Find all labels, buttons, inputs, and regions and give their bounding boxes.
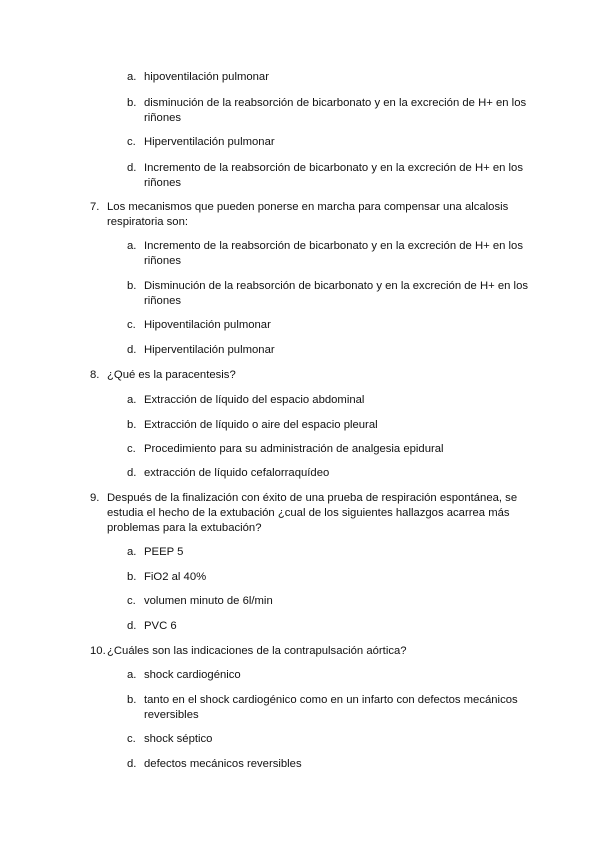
option-text: shock séptico (144, 733, 213, 745)
option-text: Incremento de la reabsorción de bicarbonato y en la excreción de H+ en los (144, 240, 523, 252)
option-letter: c. (127, 443, 136, 455)
option-letter: c. (127, 319, 136, 331)
option-text: hipoventilación pulmonar (144, 71, 269, 83)
question-text: ¿Cuáles son las indicaciones de la contrapulsación aórtica? (107, 645, 407, 657)
option-letter: b. (127, 419, 137, 431)
option-letter: d. (127, 162, 137, 174)
option-letter: d. (127, 758, 137, 770)
option-text: riñones (144, 295, 182, 307)
option-text: Hiperventilación pulmonar (144, 136, 275, 148)
option-text: Incremento de la reabsorción de bicarbonato y en la excreción de H+ en los (144, 162, 523, 174)
option-text: FiO2 al 40% (144, 571, 207, 583)
option-text: Extracción de líquido o aire del espacio pleural (144, 419, 378, 431)
option-text: Disminución de la reabsorción de bicarbonato y en la excreción de H+ en los (144, 280, 529, 292)
question-number: 10. (90, 645, 106, 657)
option-text: defectos mecánicos reversibles (144, 758, 302, 770)
option-text: Hipoventilación pulmonar (144, 319, 271, 331)
question-text: estudia el hecho de la extubación ¿cual de los siguientes hallazgos acarrea más (107, 507, 510, 519)
option-text: extracción de líquido cefalorraquídeo (144, 467, 330, 479)
question-text: Después de la finalización con éxito de una prueba de respiración espontánea, se (107, 492, 518, 504)
option-letter: a. (127, 394, 137, 406)
option-letter: a. (127, 71, 137, 83)
option-text: tanto en el shock cardiogénico como en un infarto con defectos mecánicos (144, 694, 518, 706)
option-letter: b. (127, 571, 137, 583)
option-letter: b. (127, 694, 137, 706)
option-text: shock cardiogénico (144, 669, 241, 681)
option-text: disminución de la reabsorción de bicarbonato y en la excreción de H+ en los (144, 97, 527, 109)
question-text: respiratoria son: (107, 216, 188, 228)
option-text: volumen minuto de 6l/min (144, 595, 273, 607)
option-text: PEEP 5 (144, 546, 184, 558)
question-number: 9. (90, 492, 100, 504)
option-text: riñones (144, 112, 182, 124)
option-letter: a. (127, 669, 137, 681)
option-text: riñones (144, 255, 182, 267)
option-letter: a. (127, 240, 137, 252)
question-text: ¿Qué es la paracentesis? (107, 369, 236, 381)
question-number: 7. (90, 201, 100, 213)
option-letter: a. (127, 546, 137, 558)
option-text: riñones (144, 177, 182, 189)
option-text: Extracción de líquido del espacio abdominal (144, 394, 365, 406)
option-letter: c. (127, 136, 136, 148)
option-letter: c. (127, 595, 136, 607)
question-text: Los mecanismos que pueden ponerse en marcha para compensar una alcalosis (107, 201, 509, 213)
option-letter: b. (127, 280, 137, 292)
option-letter: d. (127, 467, 137, 479)
option-letter: b. (127, 97, 137, 109)
option-text: reversibles (144, 709, 199, 721)
question-number: 8. (90, 369, 100, 381)
option-letter: d. (127, 620, 137, 632)
option-letter: c. (127, 733, 136, 745)
option-text: Procedimiento para su administración de analgesia epidural (144, 443, 444, 455)
option-text: PVC 6 (144, 620, 177, 632)
option-letter: d. (127, 344, 137, 356)
question-text: problemas para la extubación? (107, 522, 262, 534)
option-text: Hiperventilación pulmonar (144, 344, 275, 356)
